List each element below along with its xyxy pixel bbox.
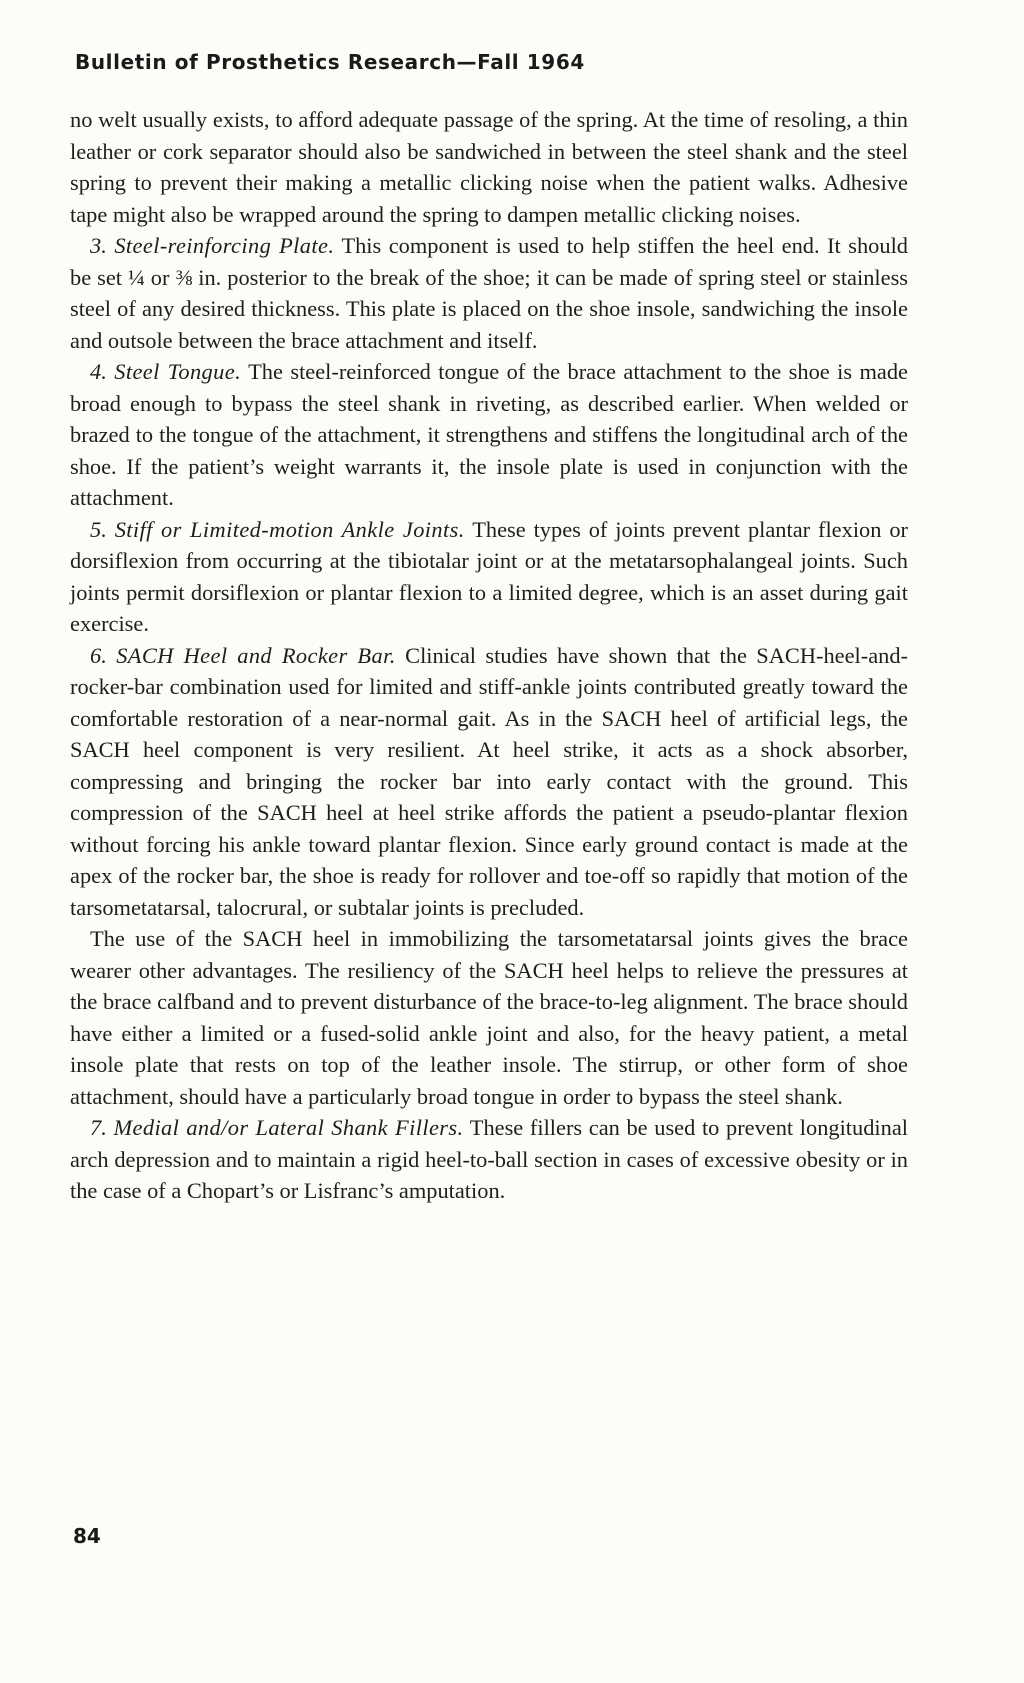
paragraph-text: The steel-reinforced tongue of the brace attachment to the shoe is made broad enough to bypass the steel shank in riveting, as described earlier. When welded or brazed to the tongue of the attachment, it strengthens and stiffens the longitudinal arch of the shoe. If the patient’s weight warrants it, the insole plate is used in conjunction with the attachment.: [70, 359, 908, 510]
section-number: 7.: [90, 1115, 107, 1140]
paragraph-continuation: [70, 104, 908, 230]
paragraph-text: Clinical studies have shown that the SACH-heel-and-rocker-bar combination used for limited and stiff-ankle joints contributed greatly toward the comfortable restoration of a near-normal gait. As in the SACH heel of artificial legs, the SACH heel component is very resilient. At heel strike, it acts as a shock absorber, compressing and bringing the rocker bar into early contact with the ground. This compression of the SACH heel at heel strike affords the patient a pseudo-plantar flexion without forcing his ankle toward plantar flexion. Since early ground contact is made at the apex of the rocker bar, the shoe is ready for rollover and toe-off so rapidly that motion of the tarsometatarsal, talocrural, or subtalar joints is precluded.: [70, 642, 908, 920]
running-head: Bulletin of Prosthetics Research—Fall 1964: [75, 50, 585, 74]
section-shank-fillers: [70, 1112, 908, 1207]
section-steel-reinforcing-plate: [70, 230, 908, 356]
section-heading: Steel-reinforcing Plate.: [114, 233, 335, 258]
section-heading: Stiff or Limited-motion Ankle Joints.: [114, 516, 465, 542]
section-number: 3.: [90, 233, 107, 258]
page-number: 84: [73, 1524, 101, 1548]
section-ankle-joints: [70, 514, 908, 640]
paragraph-sach-advantages: [70, 923, 908, 1112]
section-number: 6.: [90, 642, 107, 668]
paragraph-text: The use of the SACH heel in immobilizing the tarsometatarsal joints gives the brace wearer other advantages. The resiliency of the SACH heel helps to relieve the pressures at the brace calfband and to prevent disturbance of the brace-to-leg alignment. The brace should have either a limited or a fused-solid ankle joint and also, for the heavy patient, a metal insole plate that rests on top of the leather insole. The stirrup, or other form of shoe attachment, should have a particularly broad tongue in order to bypass the steel shank.: [70, 926, 908, 1109]
section-sach-heel: [70, 640, 908, 924]
paragraph-text: These fillers can be used to prevent longitudinal arch depression and to maintain a rigid heel-to-ball section in cases of excessive obesity or in the case of a Chopart’s or Lisfranc’s amputation.: [70, 1115, 908, 1203]
paragraph-text: This component is used to help stiffen the heel end. It should be set ¼ or ⅜ in. posterior to the break of the shoe; it can be made of spring steel or stainless steel of any desired thickness. This plate is placed on the shoe insole, sandwiching the insole and outsole between the brace attachment and itself.: [70, 233, 908, 353]
paragraph-text: no welt usually exists, to afford adequate passage of the spring. At the time of resoling, a thin leather or cork separator should also be sandwiched in between the steel shank and the steel spring to prevent their making a metallic clicking noise when the patient walks. Adhesive tape might also be wrapped around the spring to dampen metallic clicking noises.: [70, 107, 908, 227]
section-heading: Steel Tongue.: [114, 359, 242, 384]
section-number: 4.: [90, 359, 107, 384]
section-heading: Medial and/or Lateral Shank Fillers.: [113, 1115, 464, 1140]
section-number: 5.: [90, 516, 107, 542]
paragraph-text: These types of joints prevent plantar flexion or dorsiflexion from occurring at the tibiotalar joint or at the metatarsophalangeal joints. Such joints permit dorsiflexion or plantar flexion to a limited degree, which is an asset during gait exercise.: [70, 516, 908, 636]
body-text: [70, 104, 908, 1207]
section-heading: SACH Heel and Rocker Bar.: [116, 642, 396, 668]
section-steel-tongue: [70, 356, 908, 514]
